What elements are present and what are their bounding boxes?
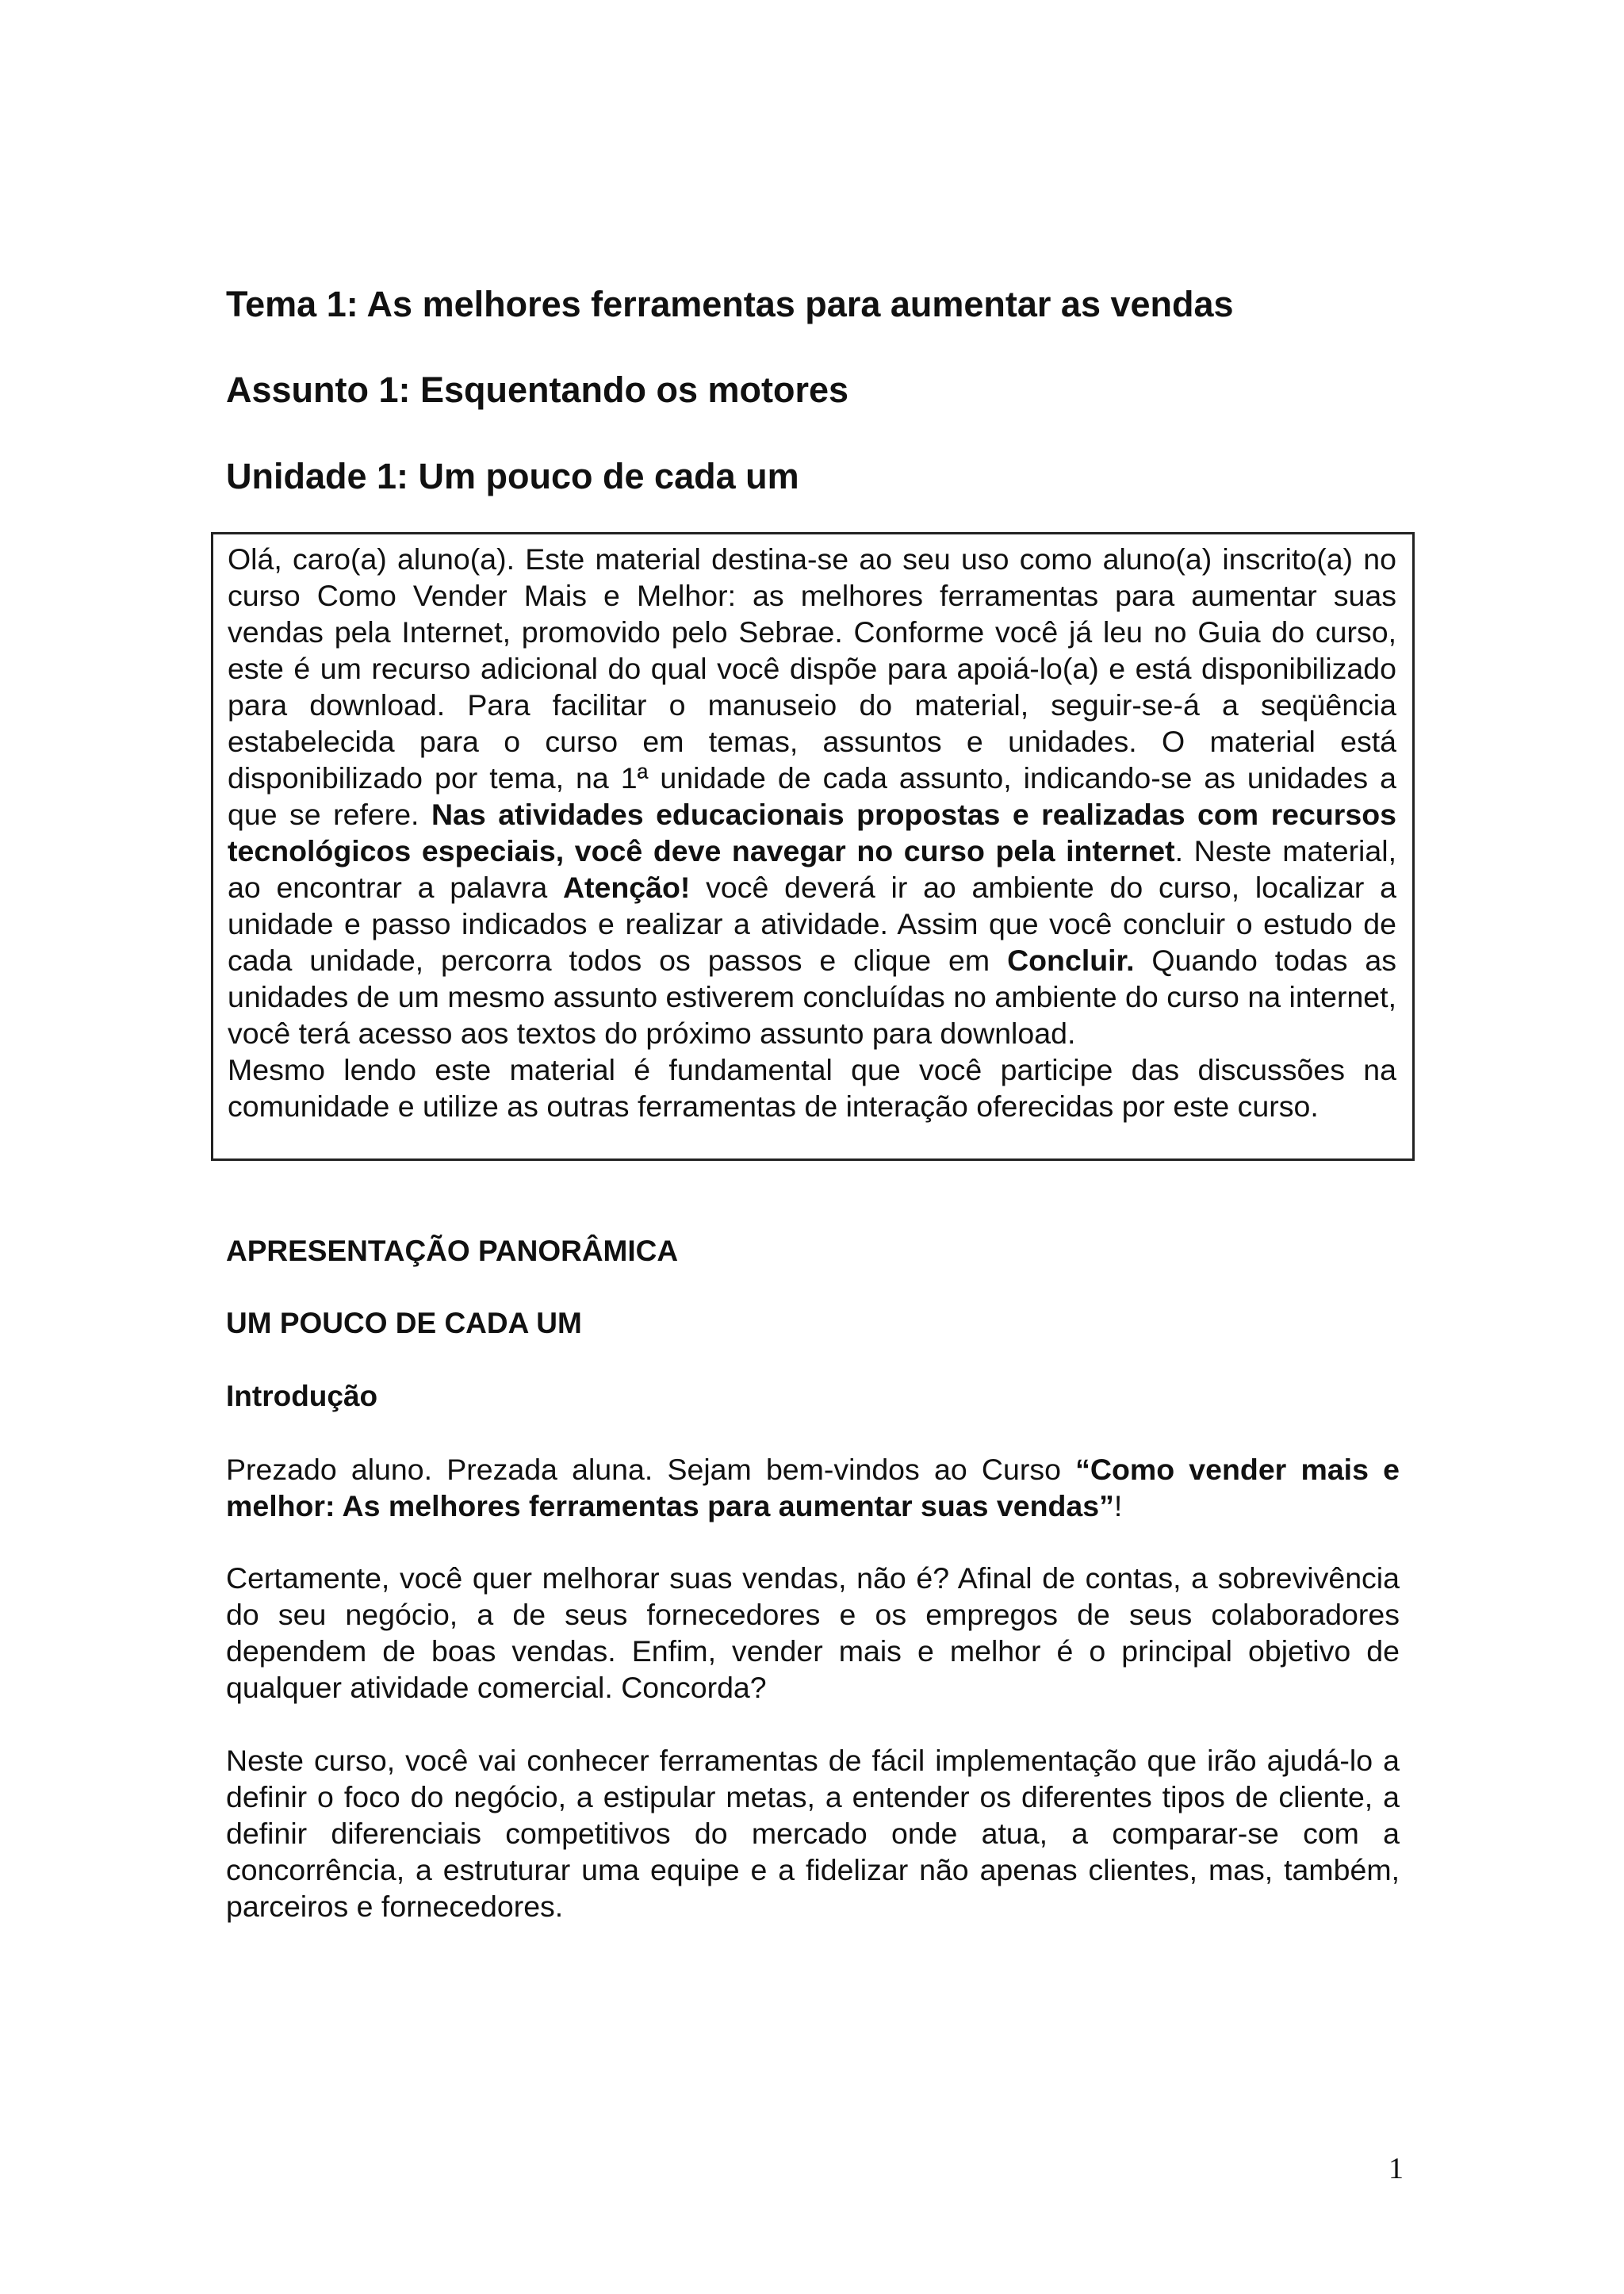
student-notice-box [211,532,1415,1161]
intro-paragraph-tools: Neste curso, você vai conhecer ferramentas de fácil implementação que irão ajudá-lo a definir o foco do negócio, a estipular metas, a entender os diferentes tipos de cliente, a definir diferenciais competitivos do mercado onde atua, a comparar-se com a concorrência, a estruturar uma equipe e a fidelizar não apenas clientes, mas, também, parceiros e fornecedores. [226,1744,1400,1923]
notice-text-3: você deverá ir ao ambiente do curso, localizar a unidade e passo indicados e realizar a atividade. Assim que você concluir o estudo de cada unidade, percorra todos os passos e clique em [228,871,1396,977]
unit-heading: Unidade 1: Um pouco de cada um [226,456,799,496]
intro-paragraph-welcome [226,1451,1400,1524]
notice-paragraph [228,541,1396,1051]
welcome-exclamation: ! [1113,1489,1123,1522]
notice-bold-concluir: Concluir. [1007,944,1135,977]
notice-text-1: Olá, caro(a) aluno(a). Este material destina-se ao seu uso como aluno(a) inscrito(a) no curso Como Vender Mais e Melhor: as melhores ferramentas para aumentar suas vendas pela Internet, promovido pelo Sebrae. Conforme você já leu no Guia do curso, este é um recurso adicional do qual você dispõe para apoiá-lo(a) e está disponibilizado para download. Para facilitar o manuseio do material, seguir-se-á a seqüência estabelecida para o curso em temas, assuntos e unidades. O material está disponibilizado por tema, na 1ª unidade de cada assunto, indicando-se as unidades a que se refere. [228,542,1396,831]
section-title-introducao: Introdução [226,1380,378,1412]
notice-text-2: . Neste material, ao encontrar a palavra [228,834,1396,904]
page-number: 1 [1388,2152,1404,2185]
welcome-text: Prezado aluno. Prezada aluna. Sejam bem-vindos ao Curso [226,1453,1076,1486]
notice-text-4: Quando todas as unidades de um mesmo assunto estiverem concluídas no ambiente do curso na internet, você terá acesso aos textos do próximo assunto para download. [228,944,1396,1050]
course-title-bold: “Como vender mais e melhor: As melhores ferramentas para aumentar suas vendas” [226,1453,1400,1522]
notice-paragraph-2: Mesmo lendo este material é fundamental que você participe das discussões na comunidade e utilize as outras ferramentas de interação oferecidas por este curso. [228,1053,1396,1123]
section-title-apresentacao: APRESENTAÇÃO PANORÂMICA [226,1235,679,1267]
theme-heading: Tema 1: As melhores ferramentas para aumentar as vendas [226,284,1234,324]
intro-paragraph-sales: Certamente, você quer melhorar suas vendas, não é? Afinal de contas, a sobrevivência do seu negócio, a de seus fornecedores e os empregos de seus colaboradores dependem de boas vendas. Enfim, vender mais e melhor é o principal objetivo de qualquer atividade comercial. Concorda? [226,1561,1400,1704]
subject-heading: Assunto 1: Esquentando os motores [226,370,849,410]
notice-bold-internet: Nas atividades educacionais propostas e realizadas com recursos tecnológicos especiais, você deve navegar no curso pela internet [228,798,1396,867]
section-title-um-pouco: UM POUCO DE CADA UM [226,1307,582,1339]
notice-bold-atencao: Atenção! [562,871,691,904]
